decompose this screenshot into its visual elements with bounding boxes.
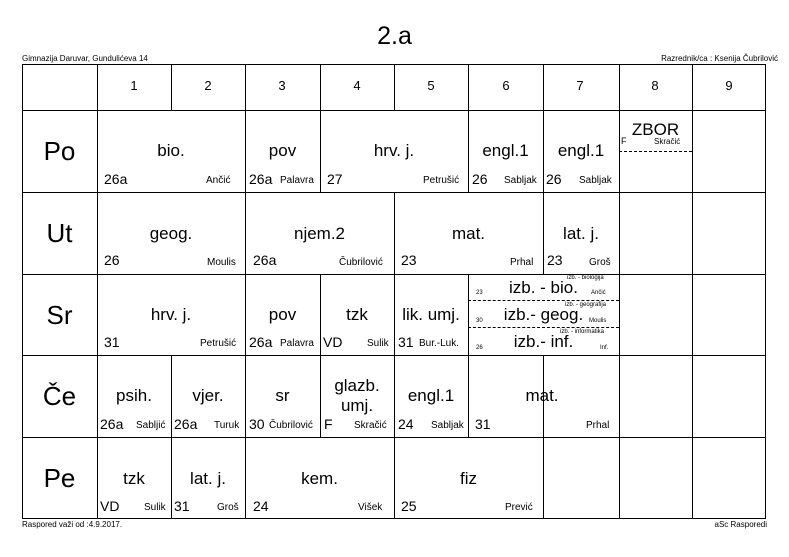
lesson-room: 26a xyxy=(174,416,198,432)
grid-line xyxy=(543,64,544,110)
split-divider xyxy=(468,300,619,301)
class-teacher: Razrednik/ca : Ksenija Čubrilović xyxy=(661,54,778,63)
lesson-room: F xyxy=(324,416,333,432)
lesson-teacher: Sabljak xyxy=(431,420,464,431)
grid-line xyxy=(320,355,321,437)
lesson-subject: pov xyxy=(268,141,297,160)
lesson-teacher: Sabljak xyxy=(579,175,612,186)
lesson-room: 23 xyxy=(476,290,483,296)
lesson-subject: hrv. j. xyxy=(150,305,192,324)
lesson-teacher: Inf. xyxy=(600,345,609,351)
period-number: 3 xyxy=(278,78,286,93)
grid-line xyxy=(320,64,321,110)
lesson-subject: lat. j. xyxy=(563,224,599,243)
period-number: 8 xyxy=(651,78,659,93)
lesson-subject: mat. xyxy=(451,224,486,243)
school-name: Gimnazija Daruvar, Gundulićeva 14 xyxy=(22,54,148,63)
lesson-subject: engl.1 xyxy=(557,141,605,160)
lesson-room: 27 xyxy=(327,171,343,187)
lesson-teacher: Skračić xyxy=(354,420,387,431)
lesson-teacher: Sulik xyxy=(144,502,166,513)
group-label: izb. - geografija xyxy=(565,302,607,308)
lesson-teacher: Višek xyxy=(358,502,383,513)
split-divider xyxy=(468,327,619,328)
day-label: Ut xyxy=(46,218,73,248)
lesson-teacher: Prhal xyxy=(586,420,610,431)
lesson-subject: fiz xyxy=(460,469,477,488)
lesson-room: 26a xyxy=(249,171,273,187)
lesson-room: 30 xyxy=(476,318,483,324)
lesson-teacher: Petrušić xyxy=(200,338,237,349)
period-number: 2 xyxy=(204,78,212,93)
grid-line xyxy=(245,64,246,110)
lesson-subject: hrv. j. xyxy=(373,141,415,160)
lesson-subject: kem. xyxy=(301,469,338,488)
page-title: 2.a xyxy=(377,22,412,50)
day-label: Sr xyxy=(46,300,73,330)
lesson-teacher: Moulis xyxy=(207,257,236,268)
period-number: 1 xyxy=(130,78,138,93)
lesson-subject: izb. - bio. xyxy=(509,278,578,297)
lesson-subject: izb.- inf. xyxy=(513,332,574,351)
lesson-teacher: Sabljak xyxy=(504,175,537,186)
lesson-teacher: Bur.-Luk. xyxy=(419,338,460,349)
lesson-teacher: Sabljić xyxy=(136,420,166,431)
lesson-subject: psih. xyxy=(116,386,152,405)
day-label: Pe xyxy=(43,463,76,493)
lesson-teacher: Moulis xyxy=(589,318,607,324)
lesson-room: 26 xyxy=(546,171,562,187)
lesson-teacher: Groš xyxy=(217,502,239,513)
day-label: Če xyxy=(42,381,77,411)
lesson-subject: mat. xyxy=(525,386,559,405)
lesson-teacher: Palavra xyxy=(280,338,314,349)
lesson-teacher: Turuk xyxy=(214,420,240,431)
lesson-room: 26 xyxy=(472,171,488,187)
lesson-room: VD xyxy=(323,334,343,350)
lesson-room: 26 xyxy=(104,252,120,268)
period-number: 7 xyxy=(576,78,584,93)
lesson-teacher: Ančić xyxy=(591,290,606,296)
lesson-subject: sr xyxy=(275,386,290,405)
lesson-room: 31 xyxy=(475,416,491,432)
period-number: 4 xyxy=(353,78,361,93)
lesson-subject: lat. j. xyxy=(190,469,226,488)
lesson-room: 23 xyxy=(547,252,563,268)
lesson-teacher: Čubrilović xyxy=(269,420,313,431)
day-label: Po xyxy=(43,136,76,166)
group-label: izb. - informatika xyxy=(560,329,605,335)
lesson-teacher: Čubrilović xyxy=(339,257,383,268)
lesson-subject: tzk xyxy=(123,469,145,488)
lesson-subject: izb.- geog. xyxy=(503,305,584,324)
lesson-subject: engl.1 xyxy=(407,386,455,405)
lesson-room: 23 xyxy=(401,252,417,268)
lesson-room: VD xyxy=(100,498,120,514)
lesson-teacher: Sulik xyxy=(367,338,389,349)
lesson-room: 26a xyxy=(100,416,124,432)
lesson-room: 26a xyxy=(253,252,277,268)
lesson-room: 30 xyxy=(249,416,265,432)
lesson-subject: bio. xyxy=(157,141,185,160)
lesson-subject: vjer. xyxy=(192,386,224,405)
lesson-subject: pov xyxy=(268,305,297,324)
lesson-room: 31 xyxy=(104,334,120,350)
lesson-teacher: Skračić xyxy=(654,137,681,146)
grid-line xyxy=(171,64,172,110)
lesson-teacher: Prhal xyxy=(510,257,534,268)
lesson-room: F xyxy=(621,136,627,146)
lesson-subject: njem.2 xyxy=(293,224,346,243)
grid-line xyxy=(22,110,766,111)
lesson-subject: ZBOR xyxy=(631,120,680,139)
lesson-room: 31 xyxy=(174,498,190,514)
lesson-teacher: Palavra xyxy=(280,175,314,186)
lesson-teacher: Ančić xyxy=(206,175,231,186)
lesson-subject: tzk xyxy=(346,305,368,324)
lesson-subject: engl.1 xyxy=(482,141,529,160)
lesson-teacher: Prević xyxy=(505,502,533,513)
lesson-teacher: Petrušić xyxy=(423,175,460,186)
lesson-room: 25 xyxy=(401,498,417,514)
lesson-teacher: Groš xyxy=(589,257,611,268)
lesson-room: 24 xyxy=(253,498,269,514)
lesson-room: 26a xyxy=(104,171,128,187)
period-number: 9 xyxy=(725,78,733,93)
group-label: izb. - biologija xyxy=(567,275,604,281)
grid-line xyxy=(543,437,544,519)
grid-line xyxy=(468,64,469,110)
period-number: 5 xyxy=(427,78,435,93)
grid-line xyxy=(394,64,395,110)
lesson-room: 24 xyxy=(398,416,414,432)
lesson-subject: lik. umj. xyxy=(402,305,460,324)
lesson-room: 31 xyxy=(398,334,414,350)
software-credit: aSc Rasporedi xyxy=(714,520,767,529)
period-number: 6 xyxy=(502,78,510,93)
grid-line xyxy=(692,64,693,519)
lesson-room: 26a xyxy=(249,334,273,350)
lesson-subject: glazb. umj. xyxy=(334,376,380,415)
lesson-room: 26 xyxy=(476,345,483,351)
grid-line xyxy=(97,64,98,519)
split-divider xyxy=(619,151,692,152)
valid-from-note: Raspored važi od :4.9.2017. xyxy=(22,520,123,529)
lesson-subject: geog. xyxy=(149,224,193,243)
